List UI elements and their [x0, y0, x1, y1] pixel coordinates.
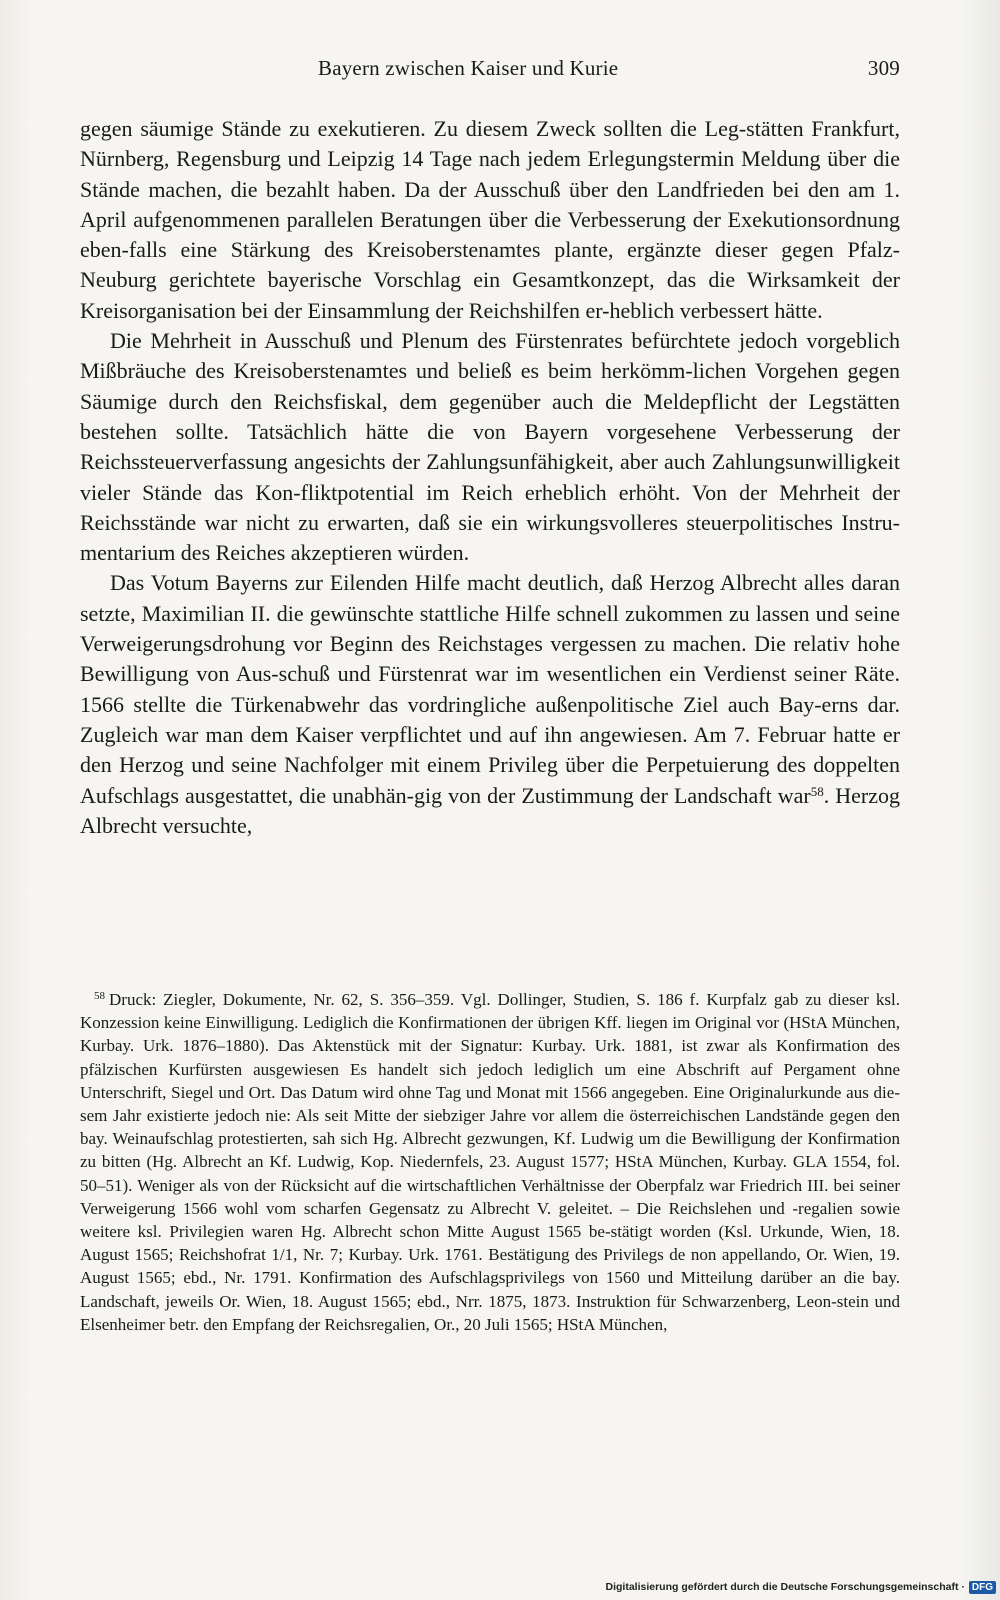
footnote-number: 58 — [94, 990, 105, 1002]
digitization-credit — [606, 1578, 997, 1596]
footnotes — [80, 988, 900, 1336]
paragraph-2: Die Mehrheit in Ausschuß und Plenum des Fürstenrates befürchtete jedoch vorgeblich Mißbräuche des Kreisoberstenamtes und beließ es beim herkömm-lichen Vorgehen gegen Säumige durch den Reichsfiskal, dem gegenüber auch die Meldepflicht der Legstätten bestehen sollte. Tatsächlich hätte die von Bayern vorgesehene Verbesserung der Reichssteuerverfassung angesichts der Zahlungsunfähigkeit, aber auch Zahlungsunwilligkeit vieler Stände das Kon-fliktpotential im Reich erheblich erhöht. Von der Mehrheit der Reichsstände war nicht zu erwarten, daß sie ein wirkungsvolleres steuerpolitisches Instru-mentarium des Reiches akzeptieren würden. — [80, 328, 900, 566]
footnote-text: Druck: Ziegler, Dokumente, Nr. 62, S. 356–359. Vgl. Dollinger, Studien, S. 186 f. Kurpfalz gab zu dieser ksl. Konzession keine Einwilligung. Lediglich die Konfirmationen der übrigen Kff. liegen im Original vor (HStA München, Kurbay. Urk. 1876–1880). Das Aktenstück mit der Signatur: Kurbay. Urk. 1881, ist zwar als Konfirmation des pfälzischen Kurfürsten ausgewiesen Es handelt sich jedoch lediglich um eine Abschrift auf Pergament ohne Unterschrift, Siegel und Ort. Das Datum wird ohne Tag und Monat mit 1566 angegeben. Eine Originalurkunde aus die-sem Jahr existierte jedoch nie: Als seit Mitte der siebziger Jahre vor allem die österreichischen Landstände gegen den bay. Weinaufschlag protestierten, sah sich Hg. Albrecht gezwungen, Kf. Ludwig um die Bewilligung der Konfirmation zu bitten (Hg. Albrecht an Kf. Ludwig, Kop. Niedernfels, 23. August 1577; HStA München, Kurbay. GLA 1554, fol. 50–51). Weniger als von der Rücksicht auf die wirtschaftlichen Verhältnisse der Oberpfalz war Friedrich III. bei seiner Verweigerung 1566 wohl vom scharfen Gegensatz zu Albrecht V. geleitet. – Die Reichslehen und -regalien sowie weitere ksl. Privilegien waren Hg. Albrecht schon Mitte August 1565 be-stätigt worden (Ksl. Urkunde, Wien, 18. August 1565; Reichshofrat 1/1, Nr. 7; Kurbay. Urk. 1761. Bestätigung des Privilegs de non appellando, Or. Wien, 19. August 1565; ebd., Nr. 1791. Konfirmation des Aufschlagsprivilegs von 1560 und Mitteilung darüber an die bay. Landschaft, jeweils Or. Wien, 18. August 1565; ebd., Nrr. 1875, 1873. Instruktion für Schwarzenberg, Leon-stein und Elsenheimer betr. den Empfang der Reichsregalien, Or., 20 Juli 1565; HStA München, — [80, 990, 900, 1334]
footnote-reference[interactable]: 58 — [810, 783, 824, 799]
running-title: Bayern zwischen Kaiser und Kurie — [318, 56, 619, 80]
paragraph-3-tail: . Herzog Albrecht versuchte, — [80, 782, 901, 838]
credit-text: Digitalisierung gefördert durch die Deutsche Forschungsgemeinschaft · — [605, 1581, 965, 1593]
running-head — [80, 56, 900, 86]
footnote-58 — [80, 988, 900, 1336]
paragraph-3 — [80, 568, 900, 841]
main-text — [80, 114, 900, 841]
page-number: 309 — [867, 56, 900, 80]
dfg-logo: DFG — [969, 1581, 996, 1594]
paragraph-1: gegen säumige Stände zu exekutieren. Zu diesem Zweck sollten die Leg-stätten Frankfurt, Nürnberg, Regensburg und Leipzig 14 Tage nach jedem Erlegungstermin Meldung über die Stände machen, die bezahlt haben. Da der Ausschuß über den Landfrieden bei den am 1. April aufgenommenen parallelen Beratungen über die Verbesserung der Exekutionsordnung eben-falls eine Stärkung des Kreisoberstenamtes plante, ergänzte dieser gegen Pfalz-Neuburg gerichtete bayerische Vorschlag ein Gesamtkonzept, das die Wirksamkeit der Kreisorganisation bei der Einsammlung der Reichshilfen er-heblich verbessert hätte. — [80, 116, 900, 323]
paragraph-3-text: Das Votum Bayerns zur Eilenden Hilfe macht deutlich, daß Herzog Albrecht alles daran setzte, Maximilian II. die gewünschte stattliche Hilfe schnell zukommen zu lassen und seine Verweigerungsdrohung vor Beginn des Reichstages vergessen zu machen. Die relativ hohe Bewilligung von Aus-schuß und Fürstenrat war im wesentlichen ein Verdienst seiner Räte. 1566 stellte die Türkenabwehr das vordringliche außenpolitische Ziel auch Bay-erns dar. Zugleich war man dem Kaiser verpflichtet und auf ihn angewiesen. Am 7. Februar hatte er den Herzog und seine Nachfolger mit einem Privileg über die Perpetuierung des doppelten Aufschlags ausgestattet, die unabhän-gig von der Zustimmung der Landschaft war — [80, 570, 900, 808]
